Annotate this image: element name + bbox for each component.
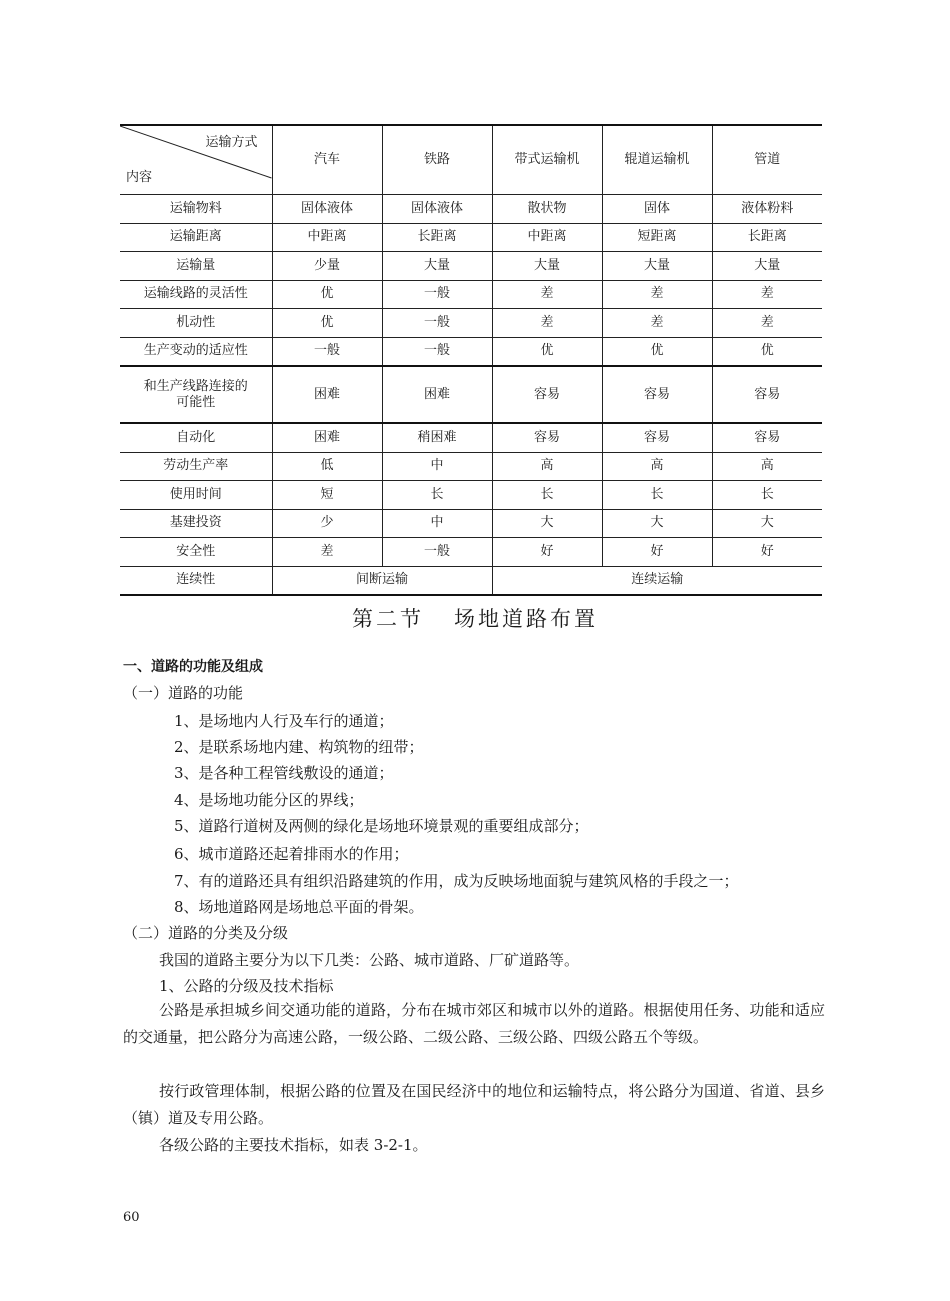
table-cell: 固体	[602, 195, 712, 224]
table-cell: 一般	[272, 337, 382, 366]
table-header-row	[120, 125, 822, 195]
table-cell: 容易	[602, 423, 712, 452]
table-cell: 困难	[272, 366, 382, 423]
paragraph: 各级公路的主要技术指标，如表 3-2-1。	[159, 1136, 428, 1154]
table-cell: 少量	[272, 252, 382, 281]
list-item: 5、道路行道树及两侧的绿化是场地环境景观的重要组成部分；	[174, 817, 589, 835]
table-cell: 优	[272, 309, 382, 338]
table-cell: 长	[602, 481, 712, 510]
transport-comparison-table	[120, 124, 822, 596]
table-cell: 中距离	[272, 223, 382, 252]
table-cell-merged: 连续运输	[492, 566, 822, 595]
table-row	[120, 366, 822, 423]
table-cell: 大量	[712, 252, 822, 281]
table-cell: 差	[272, 538, 382, 567]
table-row	[120, 252, 822, 281]
list-item: 8、场地道路网是场地总平面的骨架。	[174, 898, 424, 916]
list-item: 7、有的道路还具有组织沿路建筑的作用，成为反映场地面貌与建筑风格的手段之一；	[174, 872, 739, 890]
table-cell: 容易	[712, 423, 822, 452]
column-header: 铁路	[382, 125, 492, 195]
subheading: （一）道路的功能	[123, 684, 244, 702]
table-cell: 容易	[712, 366, 822, 423]
row-label: 机动性	[120, 309, 272, 338]
table-cell: 差	[712, 280, 822, 309]
table-cell: 长距离	[712, 223, 822, 252]
table-cell: 长	[382, 481, 492, 510]
corner-header-content: 内容	[126, 170, 153, 185]
table-cell: 好	[492, 538, 602, 567]
row-label: 安全性	[120, 538, 272, 567]
table-row	[120, 538, 822, 567]
table-cell: 大量	[382, 252, 492, 281]
table-cell: 优	[492, 337, 602, 366]
table-cell: 高	[712, 452, 822, 481]
row-label: 使用时间	[120, 481, 272, 510]
table-row	[120, 481, 822, 510]
paragraph: 公路是承担城乡间交通功能的道路，分布在城市郊区和城市以外的道路。根据使用任务、功能和适应的交通量，把公路分为高速公路，一级公路、二级公路、三级公路、四级公路五个等级。	[123, 1001, 825, 1046]
table-row	[120, 423, 822, 452]
row-label-line: 和生产线路连接的	[143, 378, 248, 394]
row-label: 自动化	[120, 423, 272, 452]
table-cell: 困难	[272, 423, 382, 452]
table-cell: 低	[272, 452, 382, 481]
table-cell: 一般	[382, 309, 492, 338]
row-label: 劳动生产率	[120, 452, 272, 481]
table-cell-merged: 间断运输	[272, 566, 492, 595]
subheading: （二）道路的分类及分级	[123, 924, 289, 942]
table-cell: 好	[602, 538, 712, 567]
heading-level-1: 一、道路的功能及组成	[123, 659, 263, 675]
section-name: 场地道路布置	[454, 607, 598, 631]
table-row	[120, 509, 822, 538]
section-number: 第二节	[352, 607, 424, 631]
table-cell: 散状物	[492, 195, 602, 224]
column-header: 管道	[712, 125, 822, 195]
table-cell: 稍困难	[382, 423, 492, 452]
table-cell: 中	[382, 509, 492, 538]
list-item: 1、是场地内人行及车行的通道；	[174, 712, 394, 730]
row-label: 连续性	[120, 566, 272, 595]
column-header: 带式运输机	[492, 125, 602, 195]
table-cell: 固体液体	[382, 195, 492, 224]
table-cell: 容易	[492, 366, 602, 423]
table-cell: 大量	[492, 252, 602, 281]
row-label: 运输线路的灵活性	[120, 280, 272, 309]
row-label: 生产变动的适应性	[120, 337, 272, 366]
row-label: 运输量	[120, 252, 272, 281]
row-label: 基建投资	[120, 509, 272, 538]
column-header: 辊道运输机	[602, 125, 712, 195]
corner-header-transport-mode: 运输方式	[205, 135, 258, 150]
table-cell: 一般	[382, 280, 492, 309]
table-cell: 一般	[382, 538, 492, 567]
table-cell: 高	[492, 452, 602, 481]
table-cell: 一般	[382, 337, 492, 366]
table-corner-cell	[120, 125, 272, 195]
table-row	[120, 566, 822, 595]
table-cell: 容易	[492, 423, 602, 452]
table-cell: 少	[272, 509, 382, 538]
column-header: 汽车	[272, 125, 382, 195]
table-cell: 中距离	[492, 223, 602, 252]
page-number: 60	[123, 1210, 140, 1225]
table-cell: 容易	[602, 366, 712, 423]
section-title	[0, 603, 950, 633]
table-row	[120, 223, 822, 252]
table-row	[120, 337, 822, 366]
table-cell: 差	[492, 309, 602, 338]
table-cell: 长距离	[382, 223, 492, 252]
table-cell: 好	[712, 538, 822, 567]
list-item: 4、是场地功能分区的界线；	[174, 791, 364, 809]
table-cell: 差	[712, 309, 822, 338]
table-cell: 大	[602, 509, 712, 538]
table-cell: 大	[712, 509, 822, 538]
table-cell: 优	[602, 337, 712, 366]
row-label-line: 可能性	[176, 394, 216, 410]
table-cell: 大量	[602, 252, 712, 281]
list-item: 3、是各种工程管线敷设的通道；	[174, 764, 394, 782]
table-cell: 短距离	[602, 223, 712, 252]
row-label: 运输距离	[120, 223, 272, 252]
list-item: 6、城市道路还起着排雨水的作用；	[174, 845, 409, 863]
table-row	[120, 195, 822, 224]
table-cell: 优	[272, 280, 382, 309]
table-cell: 中	[382, 452, 492, 481]
paragraph-heading: 1、公路的分级及技术指标	[159, 977, 334, 995]
table-cell: 差	[602, 280, 712, 309]
row-label	[120, 366, 272, 423]
paragraph: 按行政管理体制，根据公路的位置及在国民经济中的地位和运输特点，将公路分为国道、省道、县乡（镇）道及专用公路。	[123, 1082, 825, 1127]
table-cell: 固体液体	[272, 195, 382, 224]
table-cell: 长	[492, 481, 602, 510]
table-cell: 短	[272, 481, 382, 510]
table-row	[120, 280, 822, 309]
table-cell: 大	[492, 509, 602, 538]
list-item: 2、是联系场地内建、构筑物的纽带；	[174, 738, 424, 756]
row-label: 运输物料	[120, 195, 272, 224]
table-cell: 困难	[382, 366, 492, 423]
table-cell: 长	[712, 481, 822, 510]
table-cell: 液体粉料	[712, 195, 822, 224]
table-cell: 差	[602, 309, 712, 338]
table-row	[120, 452, 822, 481]
table-cell: 优	[712, 337, 822, 366]
table-row	[120, 309, 822, 338]
paragraph: 我国的道路主要分为以下几类：公路、城市道路、厂矿道路等。	[159, 951, 580, 969]
table-cell: 差	[492, 280, 602, 309]
table-cell: 高	[602, 452, 712, 481]
